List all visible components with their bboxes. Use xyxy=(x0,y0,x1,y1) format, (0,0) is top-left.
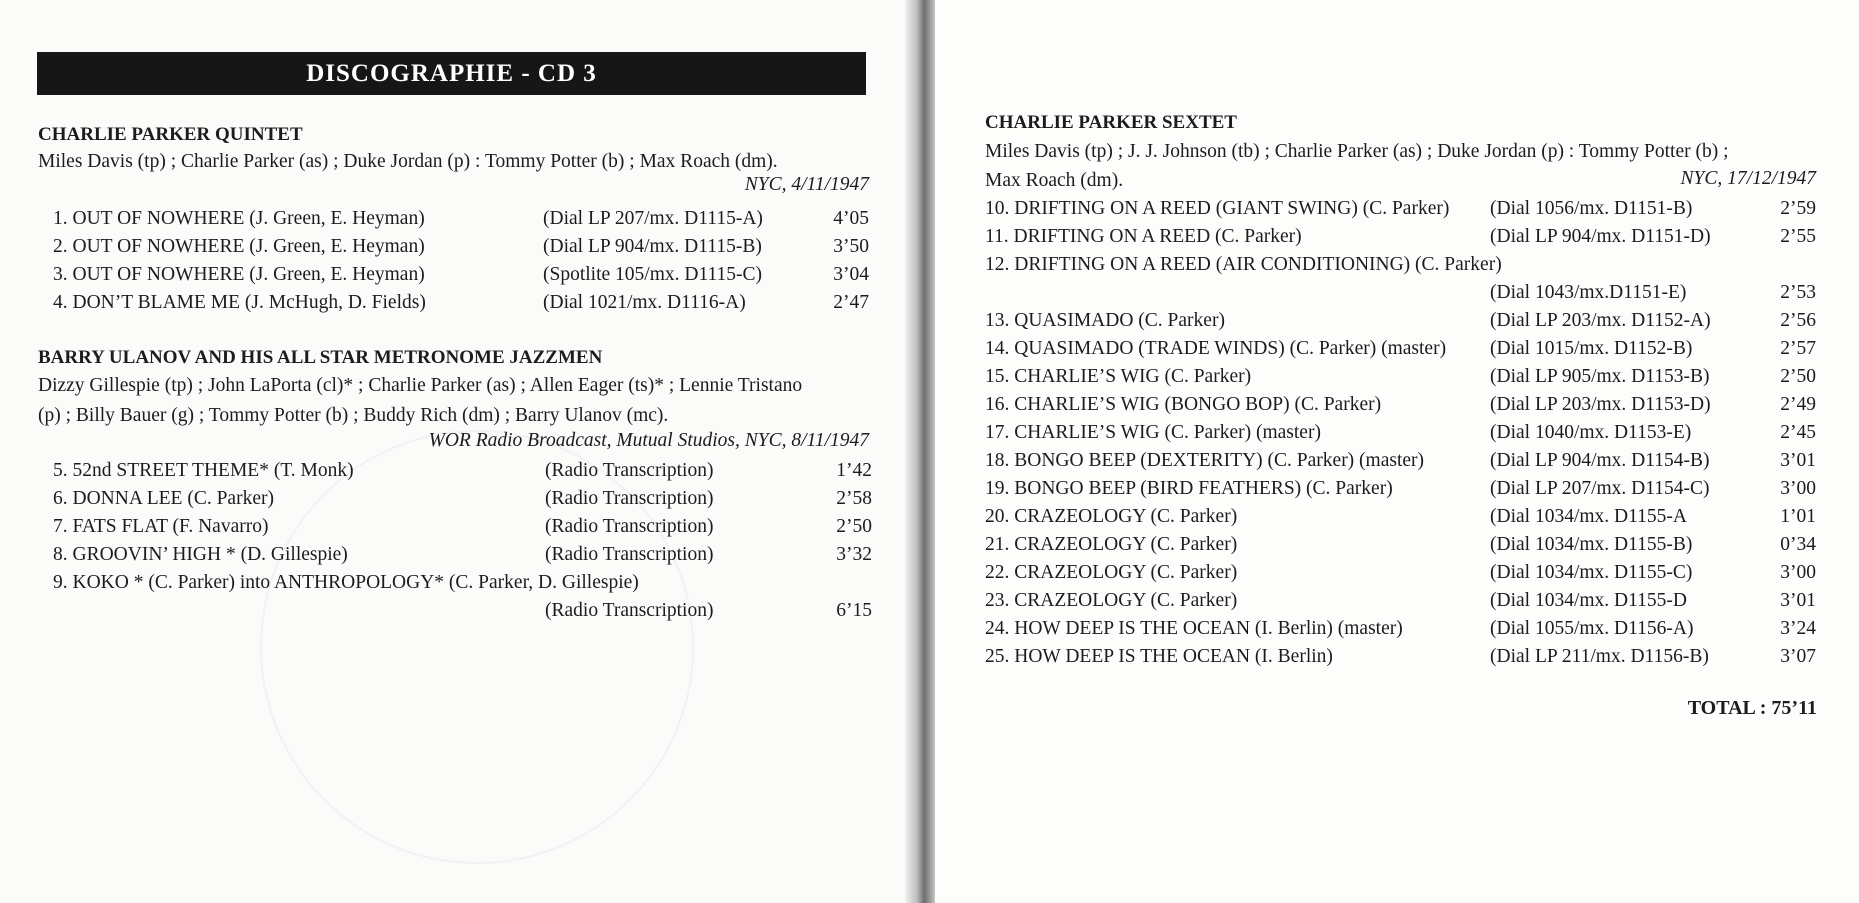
track-duration: 2’56 xyxy=(1780,310,1816,331)
track-row xyxy=(985,587,1816,615)
track-row xyxy=(985,307,1816,335)
track-duration: 3’04 xyxy=(833,264,869,285)
track-duration: 2’59 xyxy=(1780,198,1816,219)
track-list xyxy=(53,457,872,625)
track-row xyxy=(985,531,1816,559)
track-label: (Dial LP 904/mx. D1151-D) xyxy=(1490,226,1711,247)
track-duration: 3’50 xyxy=(833,236,869,257)
track-title: 15. CHARLIE’S WIG (C. Parker) xyxy=(985,366,1252,387)
total-duration: TOTAL : 75’11 xyxy=(1687,697,1817,719)
track-duration: 2’47 xyxy=(833,292,869,313)
track-title: 24. HOW DEEP IS THE OCEAN (I. Berlin) (master) xyxy=(985,618,1403,639)
track-list xyxy=(985,195,1816,671)
session-title: BARRY ULANOV AND HIS ALL STAR METRONOME JAZZMEN xyxy=(38,347,603,368)
session-place-date: NYC, 4/11/1947 xyxy=(744,174,869,195)
left-page xyxy=(0,0,915,903)
track-row xyxy=(985,335,1816,363)
track-title: 25. HOW DEEP IS THE OCEAN (I. Berlin) xyxy=(985,646,1333,667)
track-title: 11. DRIFTING ON A REED (C. Parker) xyxy=(985,226,1302,247)
track-title: 6. DONNA LEE (C. Parker) xyxy=(53,488,274,509)
session-place-date: WOR Radio Broadcast, Mutual Studios, NYC, 8/11/1947 xyxy=(428,430,869,451)
track-duration: 3’07 xyxy=(1780,646,1816,667)
track-duration: 2’50 xyxy=(1780,366,1816,387)
track-duration: 2’57 xyxy=(1780,338,1816,359)
track-title: 22. CRAZEOLOGY (C. Parker) xyxy=(985,562,1238,583)
track-duration: 3’00 xyxy=(1780,478,1816,499)
track-title: 19. BONGO BEEP (BIRD FEATHERS) (C. Parker) xyxy=(985,478,1393,499)
track-label: (Dial 1034/mx. D1155-C) xyxy=(1490,562,1693,583)
track-label: (Dial 1043/mx.D1151-E) xyxy=(1490,282,1687,303)
track-row xyxy=(53,457,872,485)
track-duration: 3’00 xyxy=(1780,562,1816,583)
track-label: (Dial 1055/mx. D1156-A) xyxy=(1490,618,1694,639)
session-musicians: (p) ; Billy Bauer (g) ; Tommy Potter (b) ; Buddy Rich (dm) ; Barry Ulanov (mc). xyxy=(38,405,669,426)
track-row xyxy=(53,485,872,513)
track-row xyxy=(985,419,1816,447)
track-row xyxy=(985,503,1816,531)
session-place-date: NYC, 17/12/1947 xyxy=(1680,168,1816,189)
track-duration: 3’01 xyxy=(1780,590,1816,611)
page-title: DISCOGRAPHIE - CD 3 xyxy=(37,52,866,95)
track-duration: 3’24 xyxy=(1780,618,1816,639)
track-duration: 2’45 xyxy=(1780,422,1816,443)
track-title: 8. GROOVIN’ HIGH * (D. Gillespie) xyxy=(53,544,348,565)
track-label: (Radio Transcription) xyxy=(545,516,714,537)
track-label: (Dial LP 904/mx. D1115-B) xyxy=(543,236,762,257)
track-duration: 3’01 xyxy=(1780,450,1816,471)
track-label: (Dial LP 905/mx. D1153-B) xyxy=(1490,366,1710,387)
track-label: (Dial LP 207/mx. D1154-C) xyxy=(1490,478,1710,499)
track-duration: 6’15 xyxy=(836,600,872,621)
track-title: 16. CHARLIE’S WIG (BONGO BOP) (C. Parker) xyxy=(985,394,1382,415)
track-row xyxy=(985,279,1816,307)
track-row xyxy=(53,233,869,261)
track-title: 20. CRAZEOLOGY (C. Parker) xyxy=(985,506,1238,527)
track-row xyxy=(53,541,872,569)
track-row xyxy=(53,569,872,597)
session-musicians: Miles Davis (tp) ; J. J. Johnson (tb) ; Charlie Parker (as) ; Duke Jordan (p) : Tommy Potter (b) ; xyxy=(985,141,1729,162)
track-title: 2. OUT OF NOWHERE (J. Green, E. Heyman) xyxy=(53,236,425,257)
session-title: CHARLIE PARKER QUINTET xyxy=(38,124,303,145)
track-label: (Radio Transcription) xyxy=(545,600,714,621)
track-label: (Dial 1056/mx. D1151-B) xyxy=(1490,198,1693,219)
track-duration: 4’05 xyxy=(833,208,869,229)
track-duration: 1’42 xyxy=(836,460,872,481)
track-label: (Dial LP 203/mx. D1153-D) xyxy=(1490,394,1711,415)
track-duration: 2’53 xyxy=(1780,282,1816,303)
track-duration: 2’49 xyxy=(1780,394,1816,415)
track-row xyxy=(985,195,1816,223)
track-label: (Radio Transcription) xyxy=(545,488,714,509)
track-duration: 2’50 xyxy=(836,516,872,537)
track-title: 18. BONGO BEEP (DEXTERITY) (C. Parker) (master) xyxy=(985,450,1425,471)
track-duration: 2’58 xyxy=(836,488,872,509)
track-row xyxy=(53,513,872,541)
track-row xyxy=(985,643,1816,671)
track-row xyxy=(985,223,1816,251)
track-duration: 0’34 xyxy=(1780,534,1816,555)
track-row xyxy=(985,447,1816,475)
track-list xyxy=(53,205,869,317)
track-label: (Dial 1021/mx. D1116-A) xyxy=(543,292,746,313)
track-row xyxy=(985,363,1816,391)
track-duration: 2’55 xyxy=(1780,226,1816,247)
track-title: 5. 52nd STREET THEME* (T. Monk) xyxy=(53,460,354,481)
track-title: 1. OUT OF NOWHERE (J. Green, E. Heyman) xyxy=(53,208,425,229)
track-duration: 3’32 xyxy=(836,544,872,565)
track-label: (Dial 1015/mx. D1152-B) xyxy=(1490,338,1693,359)
track-row xyxy=(985,475,1816,503)
track-row xyxy=(985,251,1816,279)
track-label: (Dial LP 904/mx. D1154-B) xyxy=(1490,450,1710,471)
track-title: 10. DRIFTING ON A REED (GIANT SWING) (C. Parker) xyxy=(985,198,1450,219)
track-label: (Spotlite 105/mx. D1115-C) xyxy=(543,264,763,285)
track-label: (Radio Transcription) xyxy=(545,544,714,565)
track-label: (Dial 1034/mx. D1155-A xyxy=(1490,506,1687,527)
track-label: (Dial LP 207/mx. D1115-A) xyxy=(543,208,763,229)
track-title: 17. CHARLIE’S WIG (C. Parker) (master) xyxy=(985,422,1321,443)
track-row xyxy=(985,559,1816,587)
track-title: 12. DRIFTING ON A REED (AIR CONDITIONING) (C. Parker) xyxy=(985,254,1502,275)
track-duration: 1’01 xyxy=(1780,506,1816,527)
track-label: (Radio Transcription) xyxy=(545,460,714,481)
track-label: (Dial LP 203/mx. D1152-A) xyxy=(1490,310,1711,331)
track-row xyxy=(53,261,869,289)
track-row xyxy=(53,205,869,233)
track-title: 14. QUASIMADO (TRADE WINDS) (C. Parker) (master) xyxy=(985,338,1447,359)
track-label: (Dial 1034/mx. D1155-B) xyxy=(1490,534,1693,555)
track-title: 4. DON’T BLAME ME (J. McHugh, D. Fields) xyxy=(53,292,426,313)
track-title: 23. CRAZEOLOGY (C. Parker) xyxy=(985,590,1238,611)
session-title: CHARLIE PARKER SEXTET xyxy=(985,112,1237,133)
track-title: 21. CRAZEOLOGY (C. Parker) xyxy=(985,534,1238,555)
track-label: (Dial LP 211/mx. D1156-B) xyxy=(1490,646,1709,667)
track-row xyxy=(53,597,872,625)
track-label: (Dial 1034/mx. D1155-D xyxy=(1490,590,1687,611)
session-musicians: Dizzy Gillespie (tp) ; John LaPorta (cl)* ; Charlie Parker (as) ; Allen Eager (ts)* ; Lennie Tristano xyxy=(38,375,803,396)
track-label: (Dial 1040/mx. D1153-E) xyxy=(1490,422,1692,443)
track-title: 7. FATS FLAT (F. Navarro) xyxy=(53,516,269,537)
session-musicians: Max Roach (dm). xyxy=(985,170,1124,191)
track-title: 3. OUT OF NOWHERE (J. Green, E. Heyman) xyxy=(53,264,425,285)
session-musicians: Miles Davis (tp) ; Charlie Parker (as) ; Duke Jordan (p) : Tommy Potter (b) ; Max Roach (dm). xyxy=(38,151,778,172)
track-row xyxy=(985,615,1816,643)
track-title: 9. KOKO * (C. Parker) into ANTHROPOLOGY* (C. Parker, D. Gillespie) xyxy=(53,572,639,593)
track-title: 13. QUASIMADO (C. Parker) xyxy=(985,310,1225,331)
track-row xyxy=(53,289,869,317)
track-row xyxy=(985,391,1816,419)
right-page xyxy=(935,0,1859,903)
